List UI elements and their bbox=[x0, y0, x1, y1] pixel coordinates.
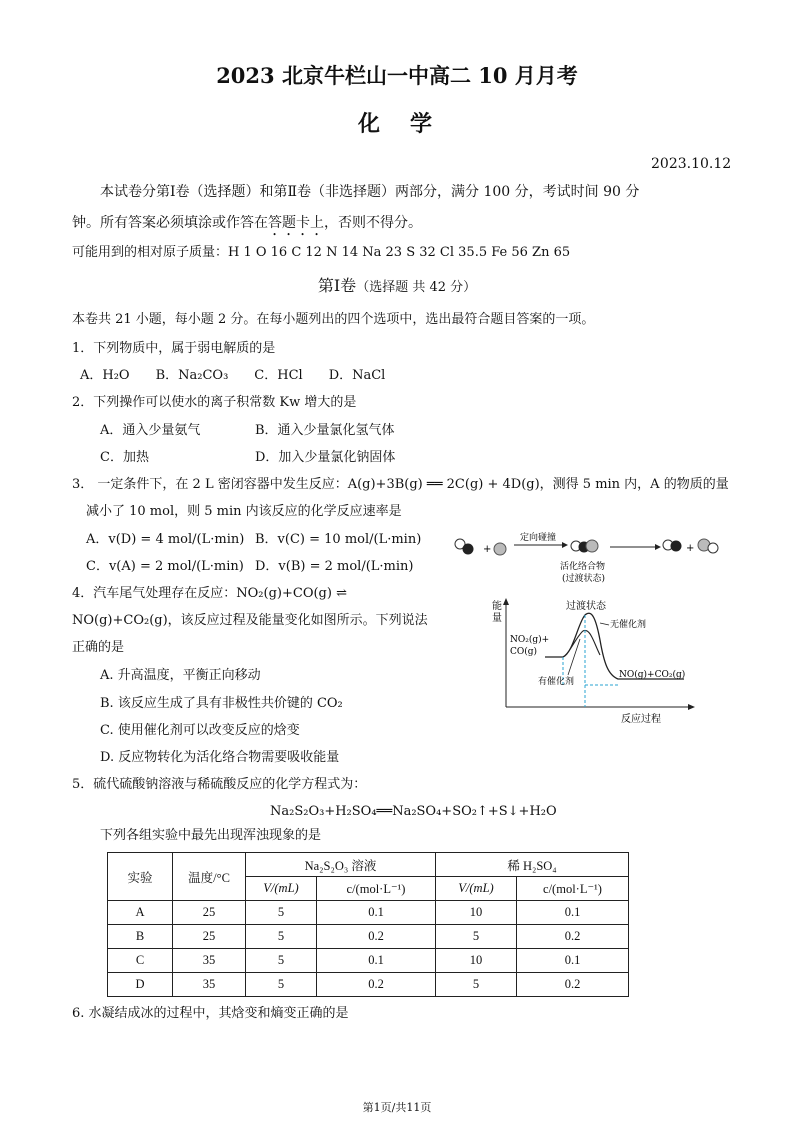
q3-option-a: A．v(D) = 4 mol/(L·min) bbox=[86, 532, 245, 547]
q3-option-c: C．v(A) = 2 mol/(L·min) bbox=[86, 559, 244, 574]
q4-option-d: D. 反应物转化为活化络合物需要吸收能量 bbox=[100, 750, 340, 765]
header-thiosulfate: Na₂S₂O₃ 溶液 bbox=[246, 853, 436, 877]
header-experiment: 实验 bbox=[108, 853, 173, 901]
cell-experiment: B bbox=[108, 925, 173, 949]
plus-sign-1: + bbox=[483, 544, 492, 555]
cell-volume-2: 10 bbox=[436, 901, 517, 925]
q3-option-b: B．v(C) = 10 mol/(L·min) bbox=[255, 532, 422, 547]
product-grey-atom-2 bbox=[708, 543, 718, 553]
cell-volume-1: 5 bbox=[246, 949, 317, 973]
energy-diagram bbox=[488, 595, 700, 730]
q3-option-d: D．v(B) = 2 mol/(L·min) bbox=[255, 559, 414, 574]
q4-stem-line-3: 正确的是 bbox=[72, 640, 125, 655]
q2-option-b: B．通入少量氯化氢气体 bbox=[255, 423, 395, 438]
header-concentration-1: c/(mol·L⁻¹) bbox=[317, 877, 436, 901]
page-footer: 第1页/共11页 bbox=[362, 1101, 432, 1114]
cell-temperature: 35 bbox=[173, 973, 246, 997]
header-concentration-2: c/(mol·L⁻¹) bbox=[517, 877, 629, 901]
cell-temperature: 25 bbox=[173, 925, 246, 949]
y-axis-label-1: 能 bbox=[492, 601, 502, 612]
no-catalyst-label: 无催化剂 bbox=[610, 620, 647, 630]
cell-volume-1: 5 bbox=[246, 925, 317, 949]
table-header-row-1 bbox=[108, 853, 629, 877]
x-axis-arrow bbox=[688, 704, 695, 710]
q3-stem-line-2: 减小了 10 mol，则 5 min 内该反应的化学反应速率是 bbox=[86, 504, 402, 519]
cell-concentration-1: 0.2 bbox=[317, 925, 436, 949]
table-row bbox=[108, 949, 629, 973]
table-row bbox=[108, 925, 629, 949]
q5-equation: Na₂S₂O₃+H₂SO₄══Na₂SO₄+SO₂↑+S↓+H₂O bbox=[270, 804, 557, 819]
reactant-label-1: NO₂(g)+ bbox=[510, 635, 550, 645]
cell-concentration-2: 0.1 bbox=[517, 901, 629, 925]
no-catalyst-pointer bbox=[600, 623, 609, 625]
q4-stem-line-1: 4．汽车尾气处理存在反应：NO₂(g)+CO(g) ⇌ bbox=[72, 586, 347, 601]
table-row bbox=[108, 901, 629, 925]
product-arrow-head bbox=[655, 544, 661, 550]
header-temperature: 温度/°C bbox=[173, 853, 246, 901]
q2-option-c: C．加热 bbox=[100, 450, 149, 465]
q1-stem: 1．下列物质中，属于弱电解质的是 bbox=[72, 341, 276, 356]
cell-experiment: C bbox=[108, 949, 173, 973]
cell-concentration-1: 0.1 bbox=[317, 901, 436, 925]
cell-volume-1: 5 bbox=[246, 973, 317, 997]
q6-stem: 6. 水凝结成冰的过程中，其焓变和熵变正确的是 bbox=[72, 1006, 349, 1021]
cell-experiment: A bbox=[108, 901, 173, 925]
atomic-masses: 可能用到的相对原子质量：H 1 O 16 C 12 N 14 Na 23 S 32 Cl 35.5 Fe 56 Zn 65 bbox=[72, 245, 571, 260]
intro-line-2: 钟。所有答案必须填涂或作答在答题卡上，否则不得分。 bbox=[72, 215, 422, 231]
curve-with-catalyst bbox=[563, 630, 600, 657]
q5-stem: 5．硫代硫酸钠溶液与稀硫酸反应的化学方程式为： bbox=[72, 777, 367, 792]
experiment-table bbox=[107, 852, 629, 997]
exam-date: 2023.10.12 bbox=[651, 156, 732, 172]
y-axis-label-2: 量 bbox=[492, 613, 502, 624]
collision-arrow-head bbox=[562, 542, 568, 548]
product-label: NO(g)+CO₂(g) bbox=[619, 670, 686, 680]
q4-option-a: A. 升高温度，平衡正向移动 bbox=[100, 668, 261, 683]
transition-state-label: 过渡状态 bbox=[566, 601, 606, 612]
reactant-dark-atom bbox=[463, 544, 474, 555]
q1-options: A．H₂O B．Na₂CO₃ C．HCl D．NaCl bbox=[80, 368, 386, 383]
reactant-label-2: CO(g) bbox=[510, 647, 538, 657]
q2-option-d: D．加入少量氯化钠固体 bbox=[255, 450, 396, 465]
reactant-grey-atom bbox=[494, 543, 506, 555]
plus-sign-2: + bbox=[686, 543, 695, 554]
table-row bbox=[108, 973, 629, 997]
cell-concentration-2: 0.2 bbox=[517, 973, 629, 997]
product-dark-atom bbox=[671, 541, 682, 552]
cell-concentration-2: 0.2 bbox=[517, 925, 629, 949]
cell-volume-2: 10 bbox=[436, 949, 517, 973]
x-axis-label: 反应过程 bbox=[621, 714, 661, 725]
complex-label: 活化络合物 bbox=[560, 562, 606, 572]
cell-concentration-2: 0.1 bbox=[517, 949, 629, 973]
catalyst-pointer bbox=[568, 639, 580, 675]
header-volume-1: V/(mL) bbox=[246, 877, 317, 901]
arrow-label: 定向碰撞 bbox=[520, 533, 557, 543]
q2-option-a: A．通入少量氨气 bbox=[100, 423, 201, 438]
catalyst-label: 有催化剂 bbox=[538, 677, 575, 687]
complex-grey-atom bbox=[586, 540, 598, 552]
subject-title: 化 学 bbox=[357, 111, 436, 137]
cell-concentration-1: 0.2 bbox=[317, 973, 436, 997]
q2-stem: 2．下列操作可以使水的离子积常数 Kw 增大的是 bbox=[72, 395, 357, 410]
q5-question: 下列各组实验中最先出现浑浊现象的是 bbox=[100, 828, 322, 843]
cell-volume-2: 5 bbox=[436, 925, 517, 949]
complex-sublabel: (过渡状态) bbox=[562, 574, 606, 584]
q4-option-b: B. 该反应生成了具有非极性共价键的 CO₂ bbox=[100, 696, 343, 711]
part1-heading: 第Ⅰ卷（选择题 共 42 分） bbox=[317, 276, 477, 295]
q4-option-c: C. 使用催化剂可以改变反应的焓变 bbox=[100, 723, 300, 738]
q3-stem-line-1: 3． 一定条件下，在 2 L 密闭容器中发生反应：A(g)+3B(g) ══ 2C(g) + 4D(g)，测得 5 min 内，A 的物质的量 bbox=[72, 477, 729, 492]
collision-figure bbox=[450, 527, 730, 587]
header-sulfuric-acid: 稀 H₂SO₄ bbox=[436, 853, 629, 877]
part1-instruction: 本卷共 21 小题，每小题 2 分。在每小题列出的四个选项中，选出最符合题目答案的一项。 bbox=[72, 312, 595, 327]
cell-temperature: 25 bbox=[173, 901, 246, 925]
header-volume-2: V/(mL) bbox=[436, 877, 517, 901]
cell-temperature: 35 bbox=[173, 949, 246, 973]
cell-experiment: D bbox=[108, 973, 173, 997]
cell-volume-2: 5 bbox=[436, 973, 517, 997]
exam-title: 2023 北京牛栏山一中高二 10 月月考 bbox=[216, 63, 578, 88]
y-axis-arrow bbox=[503, 598, 509, 605]
intro-line-1: 本试卷分第Ⅰ卷（选择题）和第Ⅱ卷（非选择题）两部分，满分 100 分，考试时间 90 分 bbox=[100, 184, 640, 200]
cell-volume-1: 5 bbox=[246, 901, 317, 925]
cell-concentration-1: 0.1 bbox=[317, 949, 436, 973]
q4-stem-line-2: NO(g)+CO₂(g)，该反应过程及能量变化如图所示。下列说法 bbox=[72, 613, 428, 628]
